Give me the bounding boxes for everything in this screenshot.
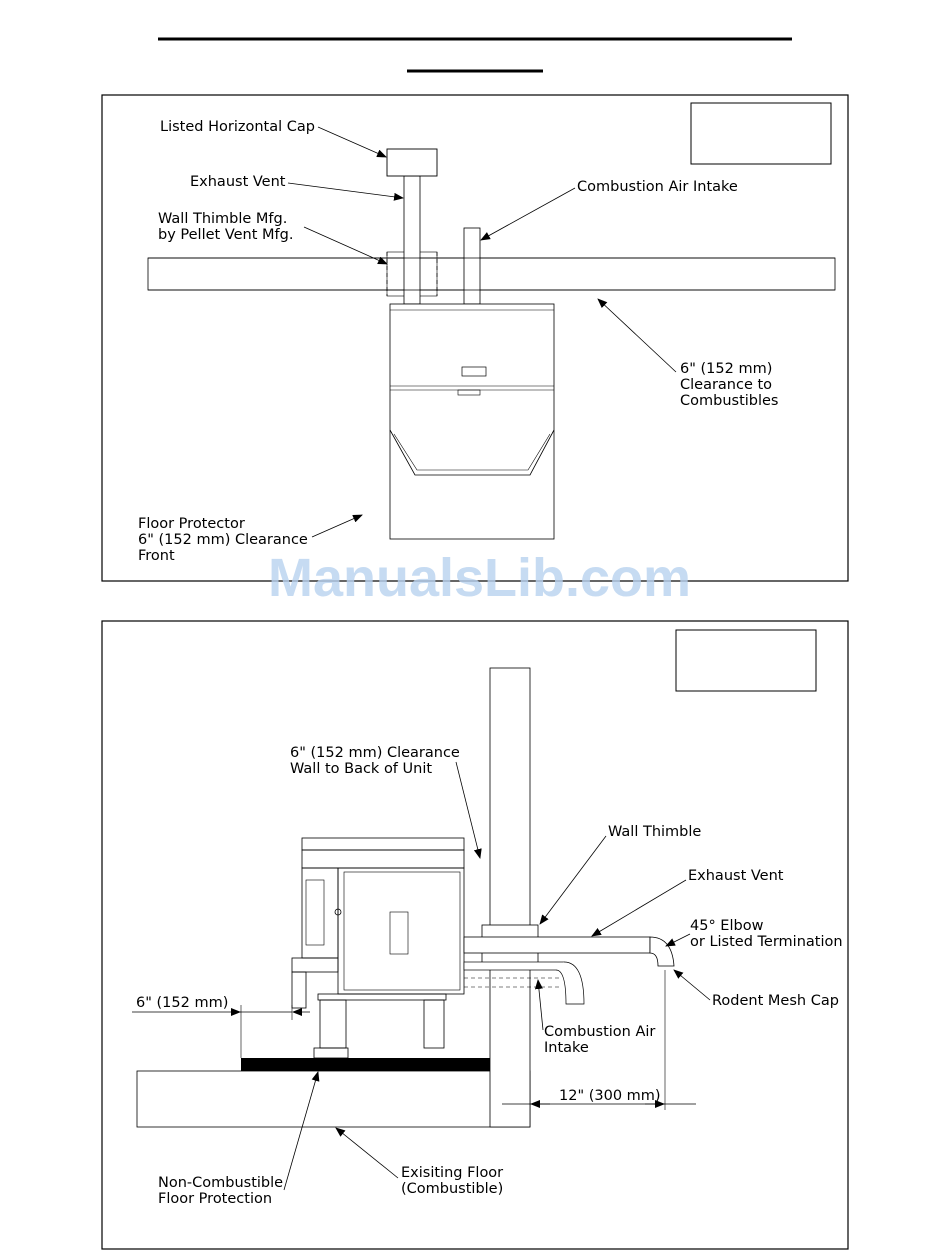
label-horizontal-cap: Listed Horizontal Cap bbox=[160, 119, 315, 135]
leader-combustion-air bbox=[481, 188, 575, 240]
label-wall-thimble-2: by Pellet Vent Mfg. bbox=[158, 227, 294, 243]
label-wall-clearance-2: Wall to Back of Unit bbox=[290, 761, 433, 777]
top-view-figure bbox=[102, 95, 848, 581]
combustion-air-horizontal bbox=[464, 962, 564, 970]
label-wall-clearance-1: 6" (152 mm) Clearance bbox=[290, 745, 460, 761]
wall-plan bbox=[148, 258, 835, 290]
leader-elbow bbox=[666, 934, 690, 946]
combustion-air-pipe bbox=[464, 228, 480, 304]
side-view-figure bbox=[102, 621, 848, 1249]
label-rodent-cap: Rodent Mesh Cap bbox=[712, 993, 839, 1009]
label-noncombustible-1: Non-Combustible bbox=[158, 1175, 284, 1191]
watermark: ManualsLib.com bbox=[268, 548, 692, 608]
exhaust-vent-pipe bbox=[404, 176, 420, 304]
label-exhaust-vent: Exhaust Vent bbox=[190, 174, 286, 190]
label-combustion-air-2: Intake bbox=[544, 1040, 589, 1056]
horizontal-cap bbox=[387, 149, 437, 176]
existing-floor bbox=[137, 1071, 530, 1127]
label-wall-thimble: Wall Thimble bbox=[608, 824, 702, 840]
elbow-45 bbox=[650, 937, 674, 966]
leader-rodent-cap bbox=[674, 970, 710, 1000]
label-existing-floor-2: (Combustible) bbox=[401, 1181, 504, 1197]
leader-exhaust-vent bbox=[288, 183, 403, 198]
leader-clearance bbox=[598, 299, 676, 372]
floor-protector-plan bbox=[390, 304, 554, 539]
floor-protection-pad bbox=[241, 1058, 490, 1071]
label-combustion-air-1: Combustion Air bbox=[544, 1024, 656, 1040]
stove-side-view bbox=[292, 838, 464, 1058]
label-side-clearance: 6" (152 mm) bbox=[136, 995, 229, 1011]
leader-exhaust-vent bbox=[592, 880, 686, 936]
label-distance: 12" (300 mm) bbox=[559, 1088, 661, 1104]
label-noncombustible-2: Floor Protection bbox=[158, 1191, 273, 1207]
label-exhaust-vent: Exhaust Vent bbox=[688, 868, 784, 884]
leader-horizontal-cap bbox=[318, 127, 386, 157]
leader-wall-clearance bbox=[456, 762, 480, 858]
top-view-figure-label-box bbox=[691, 103, 831, 164]
label-clearance-3: Combustibles bbox=[680, 393, 779, 409]
leader-existing-floor bbox=[336, 1128, 398, 1178]
label-elbow-1: 45° Elbow bbox=[690, 918, 764, 934]
exhaust-vent-horizontal bbox=[464, 937, 650, 953]
label-clearance-1: 6" (152 mm) bbox=[680, 361, 773, 377]
leader-combustion-air bbox=[538, 980, 543, 1030]
leader-floor-protector bbox=[312, 515, 362, 537]
leader-wall-thimble bbox=[540, 836, 606, 924]
combustion-air-elbow bbox=[556, 962, 584, 1004]
label-clearance-2: Clearance to bbox=[680, 377, 773, 393]
label-floor-protector-2: 6" (152 mm) Clearance bbox=[138, 532, 308, 548]
label-elbow-2: or Listed Termination bbox=[690, 934, 843, 950]
label-combustion-air: Combustion Air Intake bbox=[577, 179, 738, 195]
side-view-figure-label-box bbox=[676, 630, 816, 691]
label-existing-floor-1: Exisiting Floor bbox=[401, 1165, 504, 1181]
label-wall-thimble-1: Wall Thimble Mfg. bbox=[158, 211, 288, 227]
wall-section bbox=[490, 668, 530, 1127]
label-floor-protector-3: Front bbox=[138, 548, 175, 564]
label-floor-protector-1: Floor Protector bbox=[138, 516, 245, 532]
